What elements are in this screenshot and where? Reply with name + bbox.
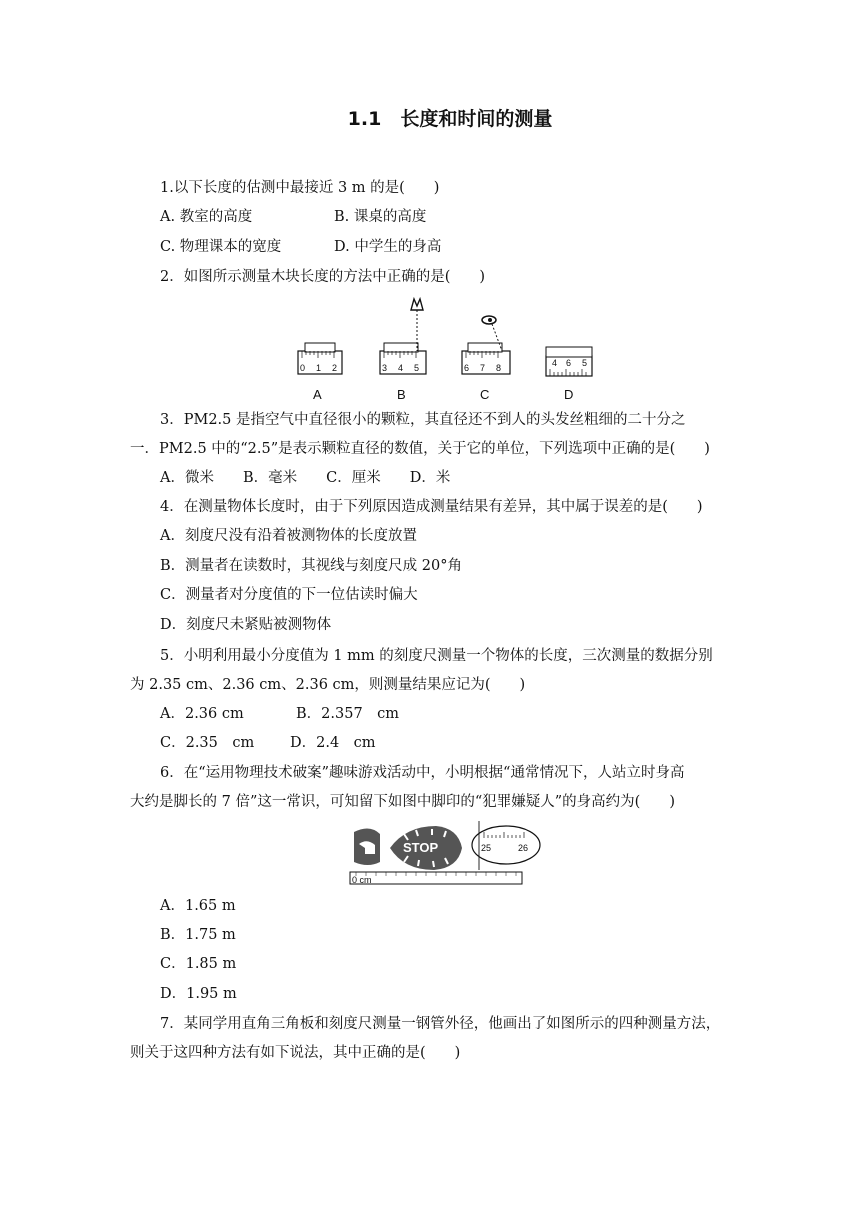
- mag-tick-25: 25: [481, 843, 492, 853]
- ruler-a-tick-2: 2: [332, 363, 338, 373]
- fig-label-c: C: [480, 387, 490, 402]
- q4-option-c: C．测量者对分度值的下一位估读时偏大: [160, 587, 418, 603]
- ruler-c-tick-7: 7: [480, 363, 486, 373]
- q5-line1: 5．小明利用最小分度值为 1 mm 的刻度尺测量一个物体的长度，三次测量的数据分别: [160, 648, 713, 664]
- fig-label-d: D: [564, 387, 574, 402]
- q7-line1: 7．某同学用直角三角板和刻度尺测量一钢管外径，他画出了如图所示的四种测量方法，: [160, 1016, 721, 1032]
- q6-footprint-figure: [346, 818, 529, 888]
- fig-label-b: B: [397, 387, 406, 402]
- q7-line2: 则关于这四种方法有如下说法，其中正确的是( ): [130, 1045, 461, 1061]
- q5-option-c: C．2.35 cm: [160, 735, 255, 751]
- q2-ruler-figure: [290, 296, 610, 404]
- ruler-a-tick-1: 1: [316, 363, 322, 373]
- q1-stem: 1.以下长度的估测中最接近 3 m 的是( ): [160, 180, 440, 196]
- q4-option-a: A．刻度尺没有沿着被测物体的长度放置: [160, 528, 417, 544]
- eye-icon: [411, 299, 423, 310]
- q1-option-d: D. 中学生的身高: [334, 239, 442, 255]
- q3-options: A．微米 B．毫米 C．厘米 D．米: [160, 470, 451, 486]
- q5-option-a: A．2.36 cm: [160, 706, 244, 722]
- ruler-b: [380, 299, 426, 374]
- ruler-zero: 0 cm: [352, 875, 372, 885]
- ruler-b-tick-4: 4: [398, 363, 404, 373]
- ruler-a: [298, 343, 342, 374]
- mag-tick-26: 26: [518, 843, 529, 853]
- q4-stem: 4．在测量物体长度时，由于下列原因造成测量结果有差异，其中属于误差的是( ): [160, 499, 703, 515]
- ruler-b-tick-3: 3: [382, 363, 388, 373]
- q1-option-c: C. 物理课本的宽度: [160, 239, 282, 255]
- q6-line2: 大约是脚长的 7 倍”这一常识，可知留下如图中脚印的“犯罪嫌疑人”的身高约为( ): [130, 794, 675, 810]
- ruler-c: [462, 316, 510, 374]
- q1-option-b: B. 课桌的高度: [334, 209, 427, 225]
- q5-line2: 为 2.35 cm、2.36 cm、2.36 cm，则测量结果应记为( ): [130, 677, 526, 693]
- q6-option-b: B．1.75 m: [160, 927, 236, 943]
- q1-option-a: A. 教室的高度: [160, 209, 253, 225]
- q5-option-b: B．2.357 cm: [296, 706, 400, 722]
- ruler-d: [546, 347, 592, 376]
- ruler-d-tick-b: 6: [566, 358, 572, 368]
- q5-option-d: D．2.4 cm: [290, 735, 376, 751]
- q2-stem: 2．如图所示测量木块长度的方法中正确的是( ): [160, 269, 486, 285]
- ruler-b-tick-5: 5: [414, 363, 420, 373]
- ruler-d-tick-a: 4: [552, 358, 558, 368]
- ruler-c-tick-6: 6: [464, 363, 470, 373]
- q4-option-b: B．测量者在读数时，其视线与刻度尺成 20°角: [160, 558, 462, 574]
- q3-line2: 一．PM2.5 中的“2.5”是表示颗粒直径的数值，关于它的单位，下列选项中正确的是( ): [130, 441, 710, 457]
- q6-option-d: D．1.95 m: [160, 986, 237, 1002]
- q6-option-a: A．1.65 m: [160, 898, 236, 914]
- stop-text: STOP: [403, 840, 439, 855]
- q4-option-d: D．刻度尺未紧贴被测物体: [160, 617, 332, 633]
- page-title: 1.1 长度和时间的测量: [347, 108, 553, 130]
- q6-option-c: C．1.85 m: [160, 956, 237, 972]
- fig-label-a: A: [313, 387, 322, 402]
- q3-line1: 3．PM2.5 是指空气中直径很小的颗粒，其直径还不到人的头发丝粗细的二十分之: [160, 412, 686, 428]
- ruler-c-tick-8: 8: [496, 363, 502, 373]
- q6-line1: 6．在“运用物理技术破案”趣味游戏活动中，小明根据“通常情况下，人站立时身高: [160, 765, 685, 781]
- ruler-a-tick-0: 0: [300, 363, 306, 373]
- ruler-d-tick-c: 5: [582, 358, 588, 368]
